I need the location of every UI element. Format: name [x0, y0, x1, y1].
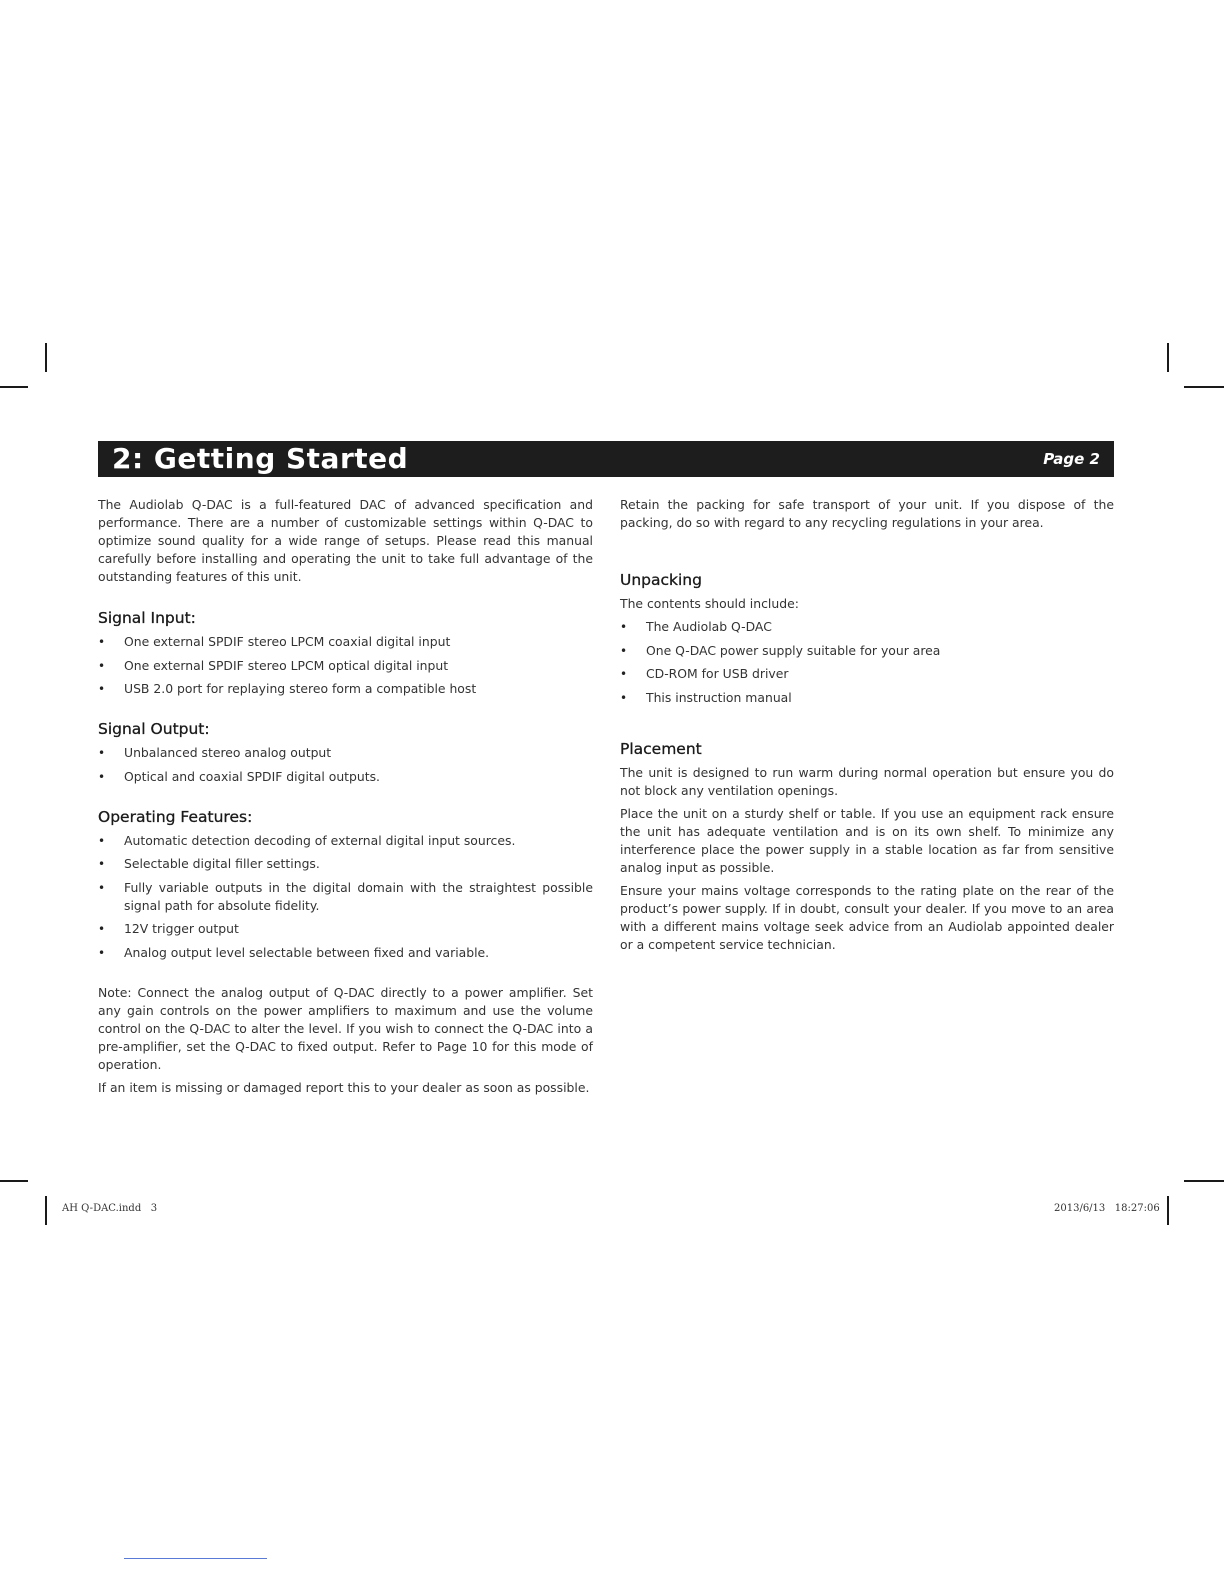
missing-item-paragraph: If an item is missing or damaged report this to your dealer as soon as possible.: [98, 1079, 590, 1095]
crop-mark-bottom-left-h: [0, 1180, 28, 1182]
crop-mark-top-left-h: [0, 386, 28, 388]
list-item: • Selectable digital filler settings.: [98, 855, 593, 873]
list-item: • One external SPDIF stereo LPCM optical digital input: [98, 657, 593, 675]
signal-input-heading: Signal Input:: [98, 609, 196, 627]
left-column: [98, 496, 593, 1102]
unpacking-heading: Unpacking: [620, 571, 702, 589]
list-item: • CD-ROM for USB driver: [620, 665, 1114, 683]
crop-mark-top-right-h: [1184, 386, 1224, 388]
right-column: [620, 496, 1114, 959]
crop-mark-bottom-right-h: [1184, 1180, 1224, 1182]
placement-paragraph: The unit is designed to run warm during normal operation but ensure you do not block any ventilation openings.: [620, 764, 1114, 798]
placement-paragraph: Place the unit on a sturdy shelf or table. If you use an equipment rack ensure the unit has adequate ventilation and is on its own shelf. To minimize any interference place the power supply in a stable location as far from sensitive analog input as possible.: [620, 805, 1114, 875]
bottom-rule: [124, 1558, 267, 1559]
crop-mark-bottom-left: [45, 1196, 47, 1225]
unpacking-list: [620, 618, 1114, 707]
crop-mark-top-right: [1167, 343, 1169, 372]
signal-output-list: [98, 744, 593, 786]
list-item: • Analog output level selectable between fixed and variable.: [98, 944, 593, 962]
list-item: • One external SPDIF stereo LPCM coaxial digital input: [98, 633, 593, 651]
unpacking-lead: The contents should include:: [620, 596, 799, 611]
list-item: • Automatic detection decoding of external digital input sources.: [98, 832, 593, 850]
list-item: • This instruction manual: [620, 689, 1114, 707]
chapter-header-bar: [98, 441, 1114, 477]
operating-features-list: [98, 832, 593, 962]
list-item: • The Audiolab Q-DAC: [620, 618, 1114, 636]
list-item: • Fully variable outputs in the digital domain with the straightest possible signal path for absolute fidelity.: [98, 879, 593, 915]
list-item: • 12V trigger output: [98, 920, 593, 938]
retain-packing-paragraph: Retain the packing for safe transport of your unit. If you dispose of the packing, do so with regard to any recycling regulations in your area.: [620, 497, 1114, 530]
intro-paragraph: The Audiolab Q-DAC is a full-featured DAC of advanced specification and performance. There are a number of customizable settings within Q-DAC to optimize sound quality for a wide range of setups. Please read this manual carefully before installing and operating the unit to take full advantage of the outstanding features of this unit.: [98, 497, 593, 584]
placement-heading: Placement: [620, 739, 702, 758]
file-slug: AH Q-DAC.indd 3: [62, 1203, 158, 1214]
note-paragraph: Note: Connect the analog output of Q-DAC directly to a power amplifier. Set any gain controls on the power amplifiers to maximum and use the volume control on the Q-DAC to alter the level. If you wish to connect the Q-DAC into a pre-amplifier, set the Q-DAC to fixed output. Refer to Page 10 for this mode of operation.: [98, 984, 593, 1072]
list-item: • Unbalanced stereo analog output: [98, 744, 593, 762]
chapter-title: 2: Getting Started: [112, 442, 409, 475]
list-item: • Optical and coaxial SPDIF digital outputs.: [98, 768, 593, 786]
operating-features-heading: Operating Features:: [98, 807, 253, 826]
placement-paragraph: Ensure your mains voltage corresponds to the rating plate on the rear of the product’s power supply. If in doubt, consult your dealer. If you move to an area with a different mains voltage seek advice from an Audiolab appointed dealer or a competent service technician.: [620, 882, 1114, 952]
signal-input-list: [98, 633, 593, 698]
crop-mark-bottom-right: [1167, 1196, 1169, 1225]
list-item: • USB 2.0 port for replaying stereo form a compatible host: [98, 680, 593, 698]
print-timestamp: 2013/6/13 18:27:06: [1054, 1203, 1160, 1214]
page-number-label: Page 2: [1043, 450, 1100, 468]
signal-output-heading: Signal Output:: [98, 720, 210, 738]
list-item: • One Q-DAC power supply suitable for your area: [620, 642, 1114, 660]
crop-mark-top-left: [45, 343, 47, 372]
